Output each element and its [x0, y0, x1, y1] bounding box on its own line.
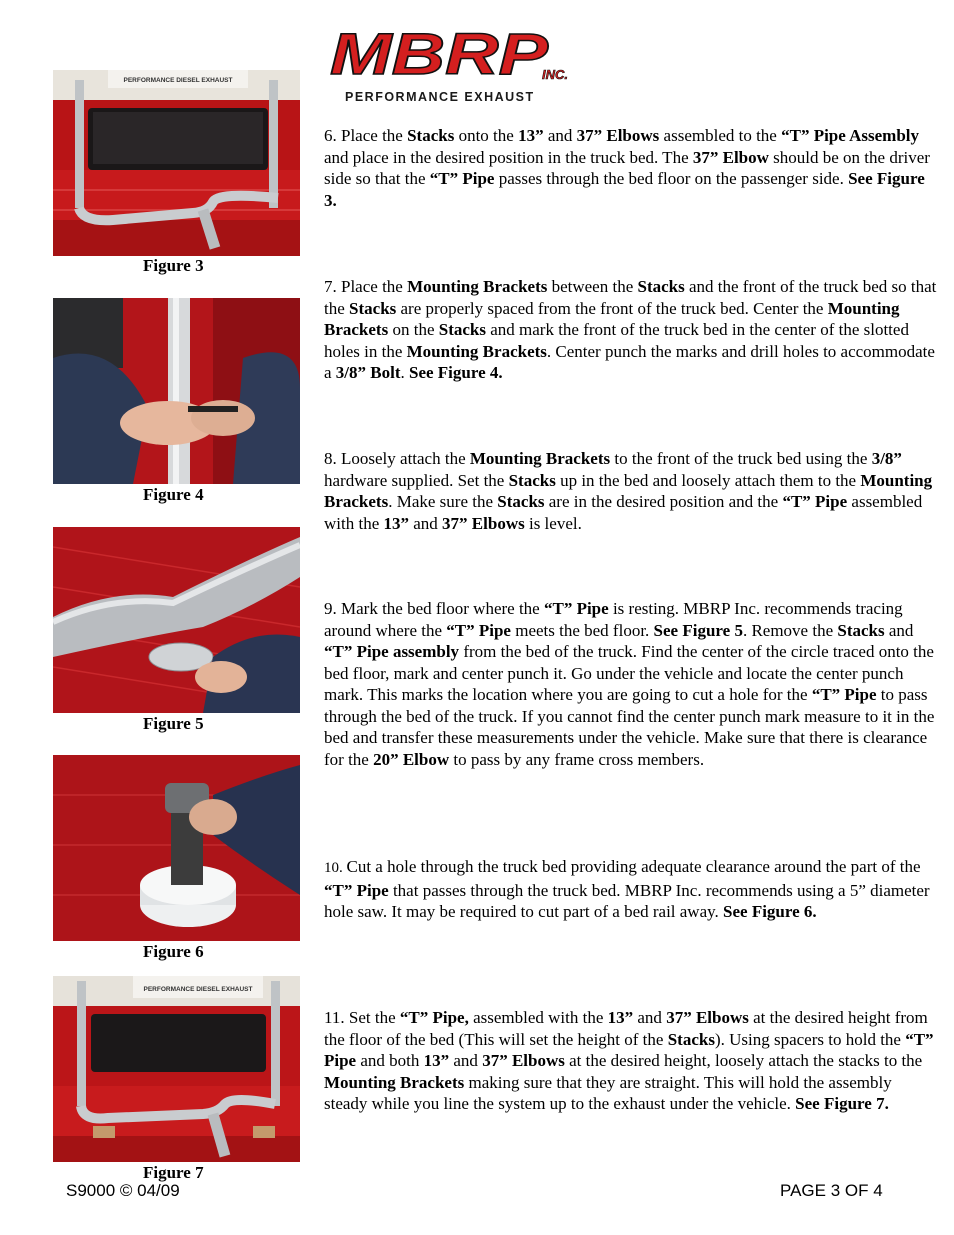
emphasis-text: Mounting Brackets [324, 298, 900, 339]
step-text-run: and mark the front of the truck bed in the center of the slotted holes in the [324, 320, 909, 361]
step-text-run: passes through the bed floor on the passenger side. [494, 169, 849, 188]
step-text-run: ). Using spacers to hold the [714, 1029, 906, 1049]
step-text-run: hardware supplied. Set the [324, 470, 509, 490]
emphasis-text: Mounting Brackets [469, 449, 611, 468]
step-6-text [324, 125, 938, 211]
step-text-run: and [543, 126, 577, 145]
emphasis-text: Stacks [667, 1029, 715, 1049]
step-text-run: 7. Place the [324, 277, 408, 296]
step-text-run: assembled to the [659, 126, 782, 145]
step-text-run: . Remove the [742, 620, 838, 640]
step-text-run: should be on the driver side so that the [324, 147, 930, 188]
emphasis-text: 3/8” Bolt [335, 363, 401, 382]
step-text-run: 8. Loosely attach the [324, 449, 470, 468]
step-text-run: Cut a hole through the truck bed providing adequate clearance around the part of the [346, 857, 921, 876]
figure-6-photo [53, 755, 300, 941]
step-text-run: assembled with the [324, 492, 923, 533]
figure-4-caption: Figure 4 [143, 485, 204, 504]
emphasis-text: See Figure 7. [795, 1094, 889, 1113]
step-text-run: up in the bed and loosely attach them to the [555, 470, 861, 490]
step-10-text [324, 856, 938, 923]
figure-4-photo [53, 298, 300, 484]
step-text-run: and the front of the truck bed so that the [324, 277, 937, 318]
step-text-run: 9. Mark the bed floor where the [324, 599, 544, 618]
step-11-text [324, 1007, 938, 1115]
emphasis-text: Mounting Brackets [324, 1072, 465, 1092]
step-7-text [324, 276, 938, 384]
emphasis-text: “T” Pipe [446, 620, 511, 640]
step-text-run: and both [356, 1051, 424, 1070]
step-text-run: and [409, 513, 443, 533]
emphasis-text: 37” Elbows [482, 1051, 565, 1070]
step-text-run: to pass through the bed of the truck. If you cannot find the center punch mark measure to it in the bed and transfer these measurements under the vehicle. Make sure that there is clearance for the [324, 685, 935, 769]
emphasis-text: Mounting Brackets [407, 277, 548, 296]
emphasis-text: 37” Elbows [442, 513, 525, 533]
emphasis-text: See Figure 4. [409, 363, 503, 382]
emphasis-text: Stacks [497, 492, 545, 511]
emphasis-text: 20” Elbow [373, 749, 450, 769]
banner-text: PERFORMANCE DIESEL EXHAUST [143, 986, 253, 993]
emphasis-text: See Figure 5 [653, 620, 743, 640]
emphasis-text: 3/8” [871, 449, 902, 468]
figure-5-photo [53, 527, 300, 713]
step-text-run: on the [388, 320, 439, 339]
figure-5-caption: Figure 5 [143, 714, 204, 733]
step-9-text [324, 598, 938, 770]
step-text-run: is resting. MBRP Inc. recommends tracing around where the [324, 599, 903, 640]
emphasis-text: Mounting Brackets [324, 470, 933, 511]
step-text-run: between the [547, 277, 638, 296]
logo-inc: INC. [542, 67, 568, 82]
step-8-text [324, 448, 938, 534]
step-text-run: at the desired height, loosely attach the stacks to the [564, 1051, 923, 1070]
mbrp-logo-mark [326, 22, 582, 92]
emphasis-text: “T” Pipe [324, 1029, 934, 1070]
figure-3-caption: Figure 3 [143, 256, 204, 275]
emphasis-text: Stacks [637, 277, 685, 296]
emphasis-text: Stacks [407, 126, 455, 145]
logo-tagline: PERFORMANCE EXHAUST [345, 90, 535, 104]
step-text-run: 6. Place the [324, 126, 408, 145]
emphasis-text: Stacks [438, 320, 486, 339]
emphasis-text: “T” Pipe [543, 599, 609, 618]
emphasis-text: 13” [518, 126, 544, 145]
banner-text: PERFORMANCE DIESEL EXHAUST [123, 77, 233, 84]
page-number: PAGE 3 OF 4 [780, 1181, 883, 1200]
emphasis-text: 37” Elbows [666, 1008, 749, 1027]
step-text-run: and place in the desired position in the truck bed. The [324, 147, 693, 167]
emphasis-text: “T” Pipe, [399, 1008, 469, 1027]
step-text-run: is level. [524, 513, 582, 533]
step-text-run: and [449, 1051, 483, 1070]
emphasis-text: Stacks [349, 298, 397, 318]
emphasis-text: Mounting Brackets [406, 341, 547, 361]
step-text-run: assembled with the [468, 1008, 608, 1027]
emphasis-text: Stacks [508, 470, 556, 490]
figure-6-caption: Figure 6 [143, 942, 204, 961]
logo-wordmark: MBRP [330, 22, 549, 87]
emphasis-text: 13” [423, 1051, 450, 1070]
step-text-run: to the front of the truck bed using the [610, 449, 872, 468]
emphasis-text: 13” [383, 513, 409, 533]
step-text-run: are in the desired position and the [544, 492, 783, 511]
figure-3-photo [53, 70, 300, 256]
figure-7-photo [53, 976, 300, 1162]
step-text-run: are properly spaced from the front of the truck bed. Center the [396, 298, 828, 318]
mbrp-logo [326, 22, 582, 102]
emphasis-text: Stacks [837, 620, 885, 640]
step-text-run: and [884, 620, 914, 640]
step-text-run: meets the bed floor. [510, 620, 654, 640]
figure-7-caption: Figure 7 [143, 1163, 204, 1182]
emphasis-text: 37” Elbows [576, 126, 660, 145]
step-text-run: making sure that they are straight. This will hold the assembly steady while you line the system up to the exhaust under the vehicle. [324, 1072, 892, 1113]
step-text-run: to pass by any frame cross members. [449, 749, 705, 769]
emphasis-text: See Figure 6. [723, 902, 817, 921]
step-text-run: at the desired height from the floor of the bed (This will set the height of the [324, 1008, 928, 1049]
step-text-run: that passes through the truck bed. MBRP Inc. recommends using a 5” diameter hole saw. It may be required to cut part of a bed rail away. [324, 880, 930, 921]
emphasis-text: 13” [607, 1008, 634, 1027]
emphasis-text: 37” Elbow [692, 147, 769, 167]
step-text-run: . Make sure the [388, 492, 498, 511]
document-code: S9000 © 04/09 [66, 1181, 180, 1200]
step-text-run: from the bed of the truck. Find the center of the circle traced onto the bed floor, mark and center punch it. Go under the vehicle and locate the center punch mark. This marks the location where you are going to cut a hole for the [324, 642, 934, 704]
step-text-run: 11. Set the [324, 1008, 400, 1027]
step-text-run: and [633, 1008, 667, 1027]
emphasis-text: “T” Pipe [782, 492, 848, 511]
emphasis-text: “T” Pipe [324, 880, 389, 900]
emphasis-text: “T” Pipe [811, 685, 877, 704]
step-text-run: . [400, 363, 409, 382]
step-text-run: . Center punch the marks and drill holes to accommodate a [324, 341, 935, 382]
emphasis-text: “T” Pipe Assembly [781, 126, 920, 145]
step-text-run: 10. [324, 860, 347, 876]
emphasis-text: See Figure 3. [324, 169, 925, 210]
emphasis-text: “T” Pipe assembly [324, 642, 460, 661]
emphasis-text: “T” Pipe [429, 169, 495, 188]
step-text-run: onto the [454, 126, 519, 145]
